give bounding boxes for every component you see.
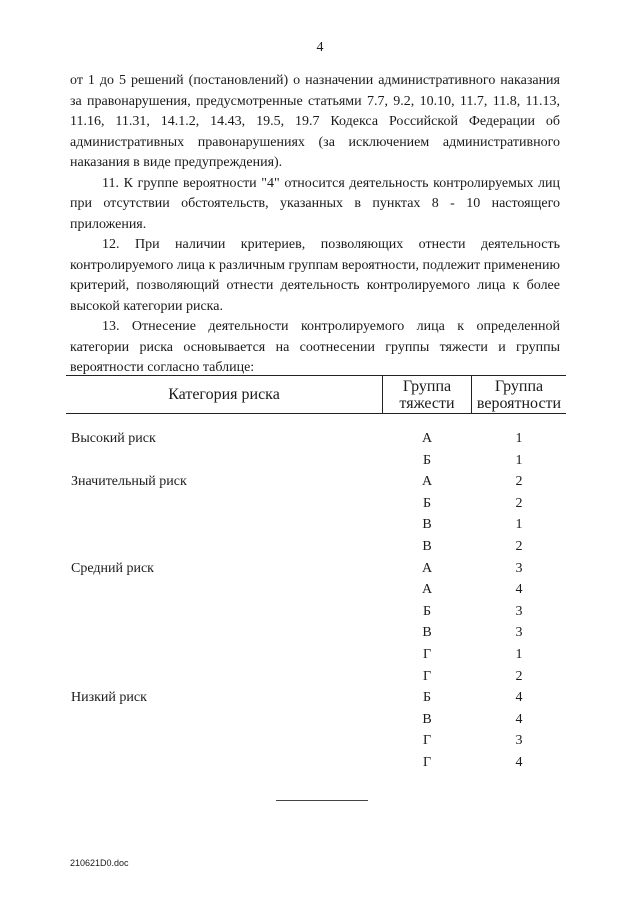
row-severity: В <box>422 711 432 727</box>
table-row <box>66 517 566 539</box>
header-probability: Группа вероятности <box>476 378 562 412</box>
row-severity: В <box>422 538 432 554</box>
table-row <box>66 625 566 647</box>
row-probability: 1 <box>515 452 523 468</box>
row-probability: 2 <box>515 668 523 684</box>
risk-category-table <box>66 375 566 777</box>
row-severity: Г <box>422 733 432 749</box>
row-probability: 1 <box>515 646 523 662</box>
table-row <box>66 474 566 496</box>
end-separator-line <box>276 800 368 801</box>
row-severity: Б <box>422 690 432 706</box>
row-severity: Б <box>422 452 432 468</box>
file-name-footer: 210621D0.doc <box>70 858 129 868</box>
paragraph-11: 11. К группе вероятности "4" относится деятельность контролируемых лиц при отсутствии обстоятельств, указанных в пунктах 8 - 10 настоящего приложения. <box>70 175 560 232</box>
row-category: Высокий риск <box>71 431 156 446</box>
row-category: Значительный риск <box>71 474 187 490</box>
table-row <box>66 539 566 561</box>
row-probability: 2 <box>515 495 523 511</box>
table-row <box>66 647 566 669</box>
row-probability: 3 <box>515 733 523 749</box>
paragraph-13: 13. Отнесение деятельности контролируемого лица к определенной категории риска основывается на соотнесении группы тяжести и группы вероятности согласно таблице: <box>70 319 560 375</box>
row-severity: А <box>421 582 433 598</box>
row-severity: В <box>422 625 432 641</box>
paragraph-12: 12. При наличии критериев, позволяющих отнести деятельность контролируемого лица к различным группам вероятности, подлежит применению критерий, позволяющий отнести деятельность контролируемого лица к более высокой категории риска. <box>70 237 560 314</box>
row-severity: Г <box>422 668 432 684</box>
table-row <box>66 690 566 712</box>
row-severity: А <box>421 431 433 446</box>
table-row <box>66 561 566 583</box>
row-severity: А <box>421 560 433 576</box>
row-probability: 4 <box>515 690 523 706</box>
table-row <box>66 582 566 604</box>
row-category: Средний риск <box>71 560 154 576</box>
table-row <box>66 669 566 691</box>
page-number: 4 <box>316 40 324 55</box>
row-probability: 2 <box>515 538 523 554</box>
row-severity: Г <box>422 754 432 770</box>
row-probability: 1 <box>515 517 523 533</box>
row-probability: 3 <box>515 625 523 641</box>
row-probability: 3 <box>515 560 523 576</box>
row-severity: Б <box>422 603 432 619</box>
row-probability: 3 <box>515 603 523 619</box>
row-severity: Б <box>422 495 432 511</box>
row-probability: 4 <box>515 754 523 770</box>
body-text <box>70 71 560 379</box>
row-category: Низкий риск <box>71 690 147 706</box>
table-row <box>66 496 566 518</box>
row-probability: 1 <box>515 431 523 446</box>
row-probability: 4 <box>515 582 523 598</box>
header-category: Категория риска <box>168 385 280 403</box>
header-severity: Группа тяжести <box>382 376 472 413</box>
table-row <box>66 604 566 626</box>
table-header <box>66 375 566 414</box>
table-row <box>66 453 566 475</box>
table-row <box>66 712 566 734</box>
row-severity: Г <box>422 646 432 662</box>
row-probability: 4 <box>515 711 523 727</box>
row-severity: А <box>421 474 433 490</box>
paragraph-continuation: от 1 до 5 решений (постановлений) о назначении административного наказания за правонарушения, предусмотренные статьями 7.7, 9.2, 10.10, 11.7, 11.8, 11.13, 11.16, 11.31, 14.1.2, 14.43, 19.5, 19.7 Кодекса Российской Федерации об административных правонарушениях (за исключением административного наказания в виде предупреждения). <box>70 73 560 170</box>
row-severity: В <box>422 517 432 533</box>
table-row <box>66 733 566 755</box>
table-row <box>66 431 566 453</box>
table-row <box>66 755 566 777</box>
table-body <box>66 431 566 777</box>
row-probability: 2 <box>515 474 523 490</box>
